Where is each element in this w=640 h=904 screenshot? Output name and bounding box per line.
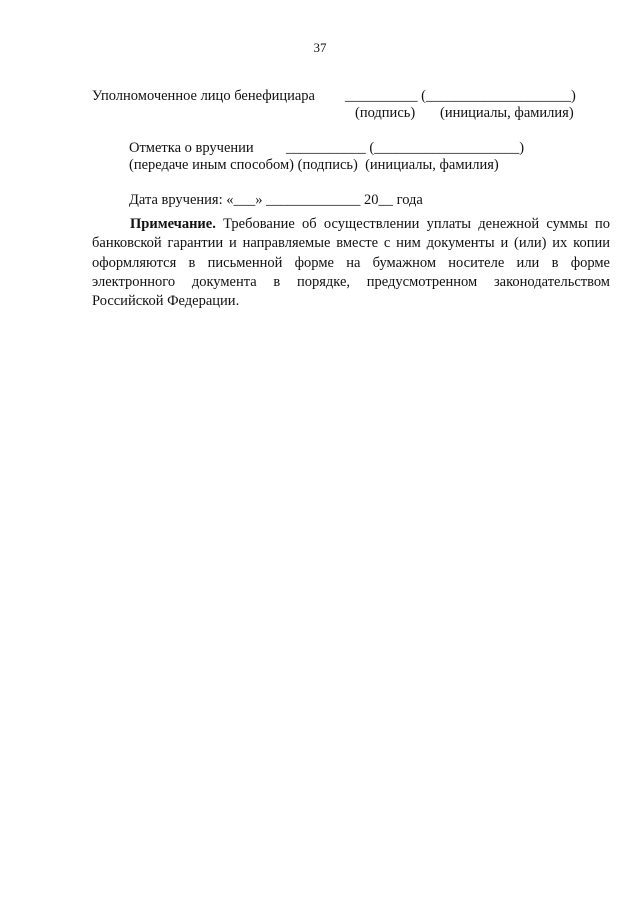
beneficiary-signature-line: __________ (____________________) bbox=[345, 88, 576, 104]
delivery-mark-label: Отметка о вручении bbox=[129, 140, 254, 156]
beneficiary-label: Уполномоченное лицо бенефициара bbox=[92, 88, 315, 104]
delivery-date-line: Дата вручения: «___» _____________ 20__ года bbox=[129, 192, 423, 208]
delivery-caption: (передаче иным способом) (подпись) (инициалы, фамилия) bbox=[129, 157, 499, 173]
page-number: 37 bbox=[313, 40, 327, 55]
note-label: Примечание. bbox=[130, 216, 216, 232]
note-text: Требование об осуществлении уплаты денежной суммы по банковской гарантии и направляемые вместе с ним документы и (или) их копии оформляются в письменной форме на бумажном носителе или в форме электронного документа в порядке, предусмотренном законодательством Российской Федерации. bbox=[92, 216, 610, 310]
beneficiary-name-caption: (инициалы, фамилия) bbox=[440, 105, 574, 121]
delivery-signature-line: ___________ (____________________) bbox=[286, 140, 525, 156]
beneficiary-signature-caption: (подпись) bbox=[355, 105, 416, 121]
note-paragraph bbox=[92, 215, 610, 311]
